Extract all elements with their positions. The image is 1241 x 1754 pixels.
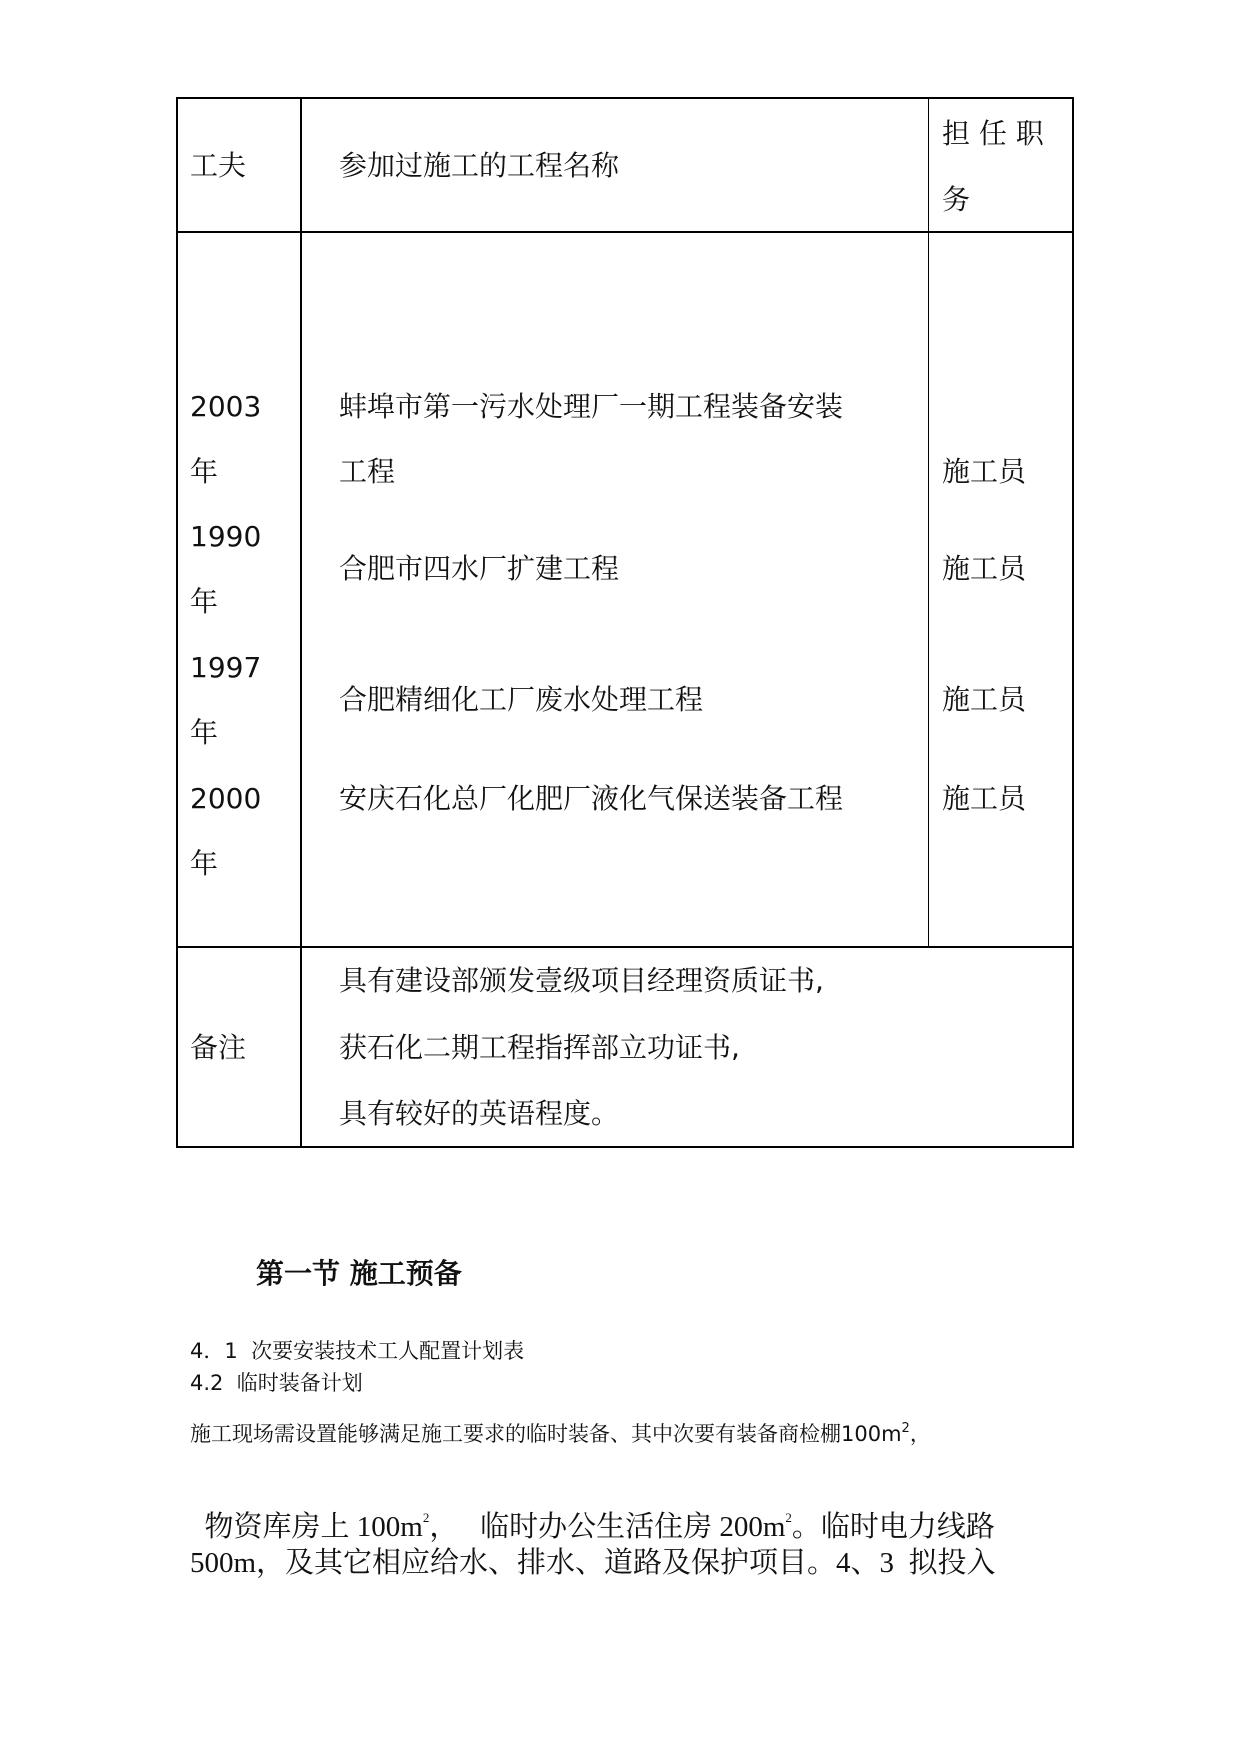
header-col2: 参加过施工的工程名称 [339,149,620,182]
row3-year: 1997 [190,651,262,684]
table-col1-separator [300,97,302,1148]
row4-year: 2000 [190,782,262,815]
paragraph-line3: 500m，及其它相应给水、排水、道路及保护项目。4、3 拟投入 [190,1547,996,1579]
header-col3-line1: 担 任 职 [942,117,1044,150]
row1-project-line1: 蚌埠市第一污水处理厂一期工程装备安装 [339,390,844,423]
row1-project-line2: 工程 [339,455,396,488]
table-border-top [176,97,1074,99]
item-4-2: 4.2 临时装备计划 [190,1371,363,1395]
row3-role: 施工员 [942,683,1027,716]
paragraph-line1-punct: ， [909,1422,931,1446]
row2-role: 施工员 [942,552,1027,585]
section-heading: 第一节 施工预备 [256,1257,462,1290]
table-border-bottom [176,1146,1074,1148]
remarks-line1: 具有建设部颁发壹级项目经理资质证书, [339,964,824,997]
superscript: 2 [901,1421,910,1436]
superscript: 2 [422,1510,430,1525]
remarks-line3: 具有较好的英语程度。 [339,1097,620,1130]
superscript: 2 [785,1510,792,1525]
paragraph-line2-part2: ， 临时办公生活住房 200m [429,1511,786,1543]
header-col1: 工夫 [190,149,247,182]
row4-project: 安庆石化总厂化肥厂液化气保送装备工程 [339,782,844,815]
paragraph-line1 [190,1421,931,1446]
row2-year-unit: 年 [190,585,219,618]
paragraph-line2-part3: 。临时电力线路 [791,1511,995,1543]
row1-year-unit: 年 [190,455,219,488]
paragraph-line2-part1: 物资库房上 100m [204,1511,423,1543]
row1-year: 2003 [190,390,262,423]
table-border-right [1072,97,1074,1148]
remarks-line2: 获石化二期工程指挥部立功证书, [339,1031,740,1064]
item-4-1: 4．1 次要安装技术工人配置计划表 [190,1339,525,1363]
row4-role: 施工员 [942,782,1027,815]
remarks-label: 备注 [190,1031,247,1064]
header-col3-line2: 务 [942,183,971,216]
paragraph-line2 [190,1484,995,1542]
row1-role: 施工员 [942,455,1027,488]
table-header-separator [176,231,1074,233]
table-border-left [176,97,178,1148]
row2-project: 合肥市四水厂扩建工程 [339,552,620,585]
table-remarks-separator [176,946,1074,948]
row2-year: 1990 [190,520,262,553]
table-col2-separator [928,97,929,947]
row3-year-unit: 年 [190,716,219,749]
paragraph-line1-text: 施工现场需设置能够满足施工要求的临时装备、其中次要有装备商检棚100m [190,1422,902,1446]
row4-year-unit: 年 [190,847,219,880]
row3-project: 合肥精细化工厂废水处理工程 [339,683,704,716]
